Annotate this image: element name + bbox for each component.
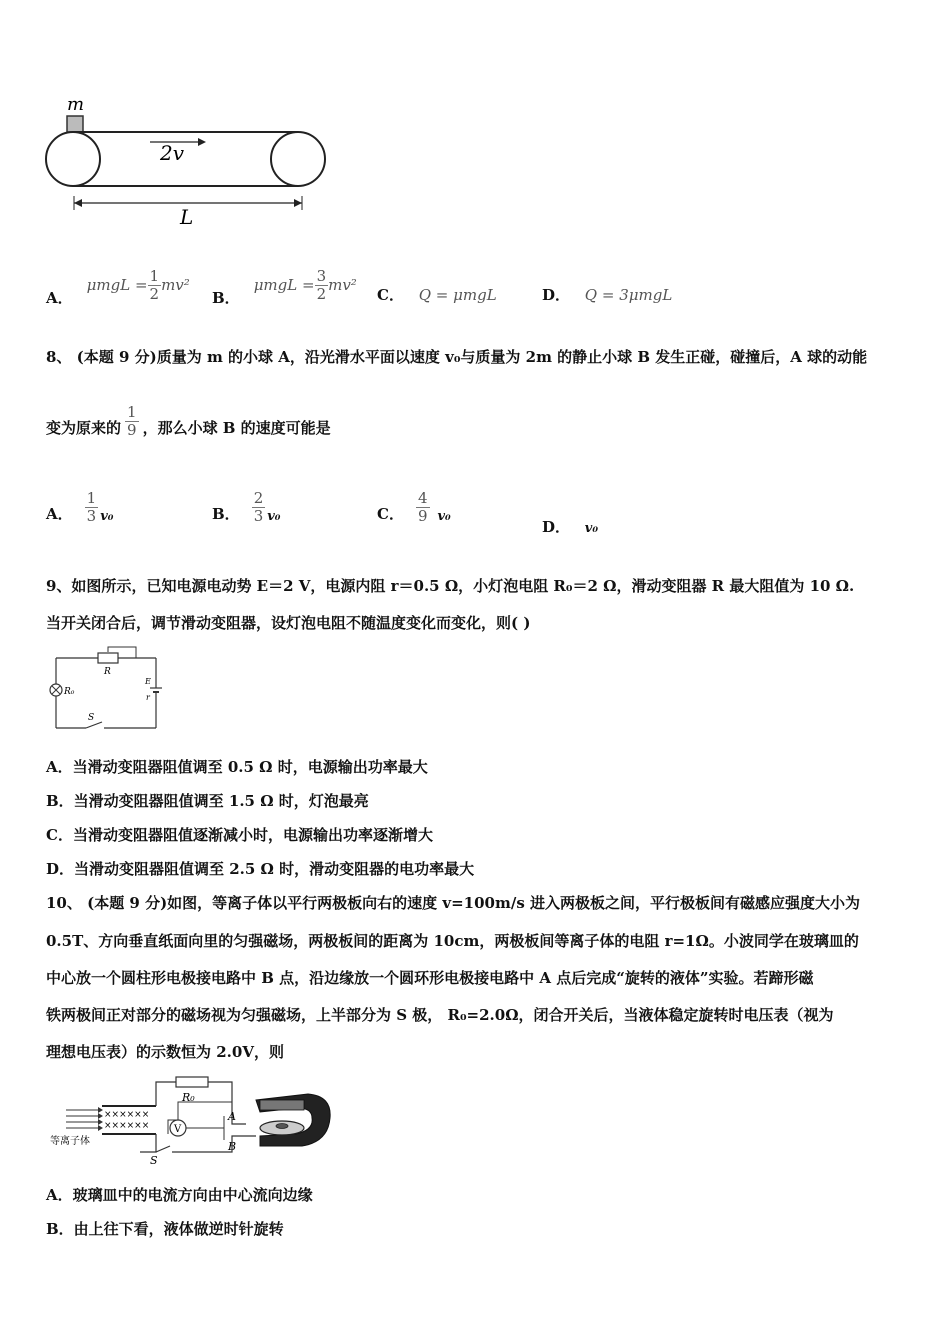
q7-option-a[interactable]: [46, 262, 190, 308]
voltmeter-label: V: [174, 1124, 182, 1135]
length-arrow-right: [294, 199, 302, 207]
plasma-arrowhead-4: [98, 1125, 103, 1131]
option-expr-rhs: mv²: [161, 276, 190, 294]
mass-label: m: [67, 94, 85, 115]
right-pulley: [271, 132, 325, 186]
plasma-label: 等离子体: [50, 1136, 90, 1147]
option-label: B．: [212, 505, 240, 523]
field-crosses-row2: ××××××: [104, 1121, 150, 1131]
resistor-r0: [176, 1077, 208, 1087]
fraction-denominator: 3: [86, 506, 97, 525]
option-fraction: [85, 490, 99, 524]
option-expr-rhs: mv²: [328, 276, 357, 294]
q7-option-c[interactable]: [377, 284, 497, 305]
option-fraction: [252, 490, 266, 524]
option-label: A．: [46, 505, 73, 523]
fraction-denominator: 9: [417, 506, 428, 525]
q10-option-a[interactable]: A．玻璃皿中的电流方向由中心流向边缘: [46, 1186, 313, 1204]
plasma-arrowhead-2: [98, 1113, 103, 1119]
option-expr: Q = 3μmgL: [584, 286, 673, 304]
q9-circuit-figure: [46, 644, 166, 734]
q8-option-a[interactable]: [46, 490, 113, 524]
option-var: v₀: [437, 509, 451, 524]
fraction-denominator: 2: [149, 284, 160, 303]
magnet-top-face: [260, 1100, 304, 1110]
q8-stem-prefix: 变为原来的: [46, 419, 122, 437]
switch-label: S: [88, 713, 95, 723]
option-fraction: [148, 268, 162, 302]
q7-option-d[interactable]: [542, 284, 672, 305]
fraction-denominator: 2: [316, 284, 327, 303]
switch-icon: [156, 1146, 170, 1152]
rheostat: [98, 653, 118, 663]
fraction-numerator: 4: [417, 489, 428, 507]
q8-stem-line2: [46, 404, 331, 438]
internal-r-label: r: [146, 693, 150, 702]
q9-option-a[interactable]: A．当滑动变阻器阻值调至 0.5 Ω 时，电源输出功率最大: [46, 758, 428, 776]
q10-stem-line2: 0.5T、方向垂直纸面向里的匀强磁场，两极板间的距离为 10cm，两极板间等离子体的电阻 r=1Ω。小波同学在玻璃皿的: [46, 932, 859, 950]
option-label: A．: [46, 289, 73, 307]
speed-label: 2v: [160, 141, 185, 165]
option-label: C．: [377, 505, 404, 523]
fraction-numerator: 2: [253, 489, 264, 507]
option-var: v₀: [267, 509, 281, 524]
point-a-label: A: [228, 1110, 236, 1123]
conveyor-belt-figure: [40, 92, 340, 232]
switch-label: S: [150, 1154, 158, 1164]
fraction-numerator: 3: [316, 267, 327, 285]
q8-option-c[interactable]: [377, 490, 451, 524]
q10-figure: [46, 1072, 336, 1164]
emf-label: E: [145, 677, 151, 686]
q9-option-d[interactable]: D．当滑动变阻器阻值调至 2.5 Ω 时，滑动变阻器的电功率最大: [46, 860, 475, 878]
option-var: v₀: [584, 521, 599, 536]
option-expr-lhs: μmgL =: [253, 276, 315, 294]
left-pulley: [46, 132, 100, 186]
q10-stem-line5: 理想电压表）的示数恒为 2.0V，则: [46, 1043, 284, 1061]
option-fraction: [416, 490, 430, 524]
point-b-label: B: [228, 1140, 237, 1153]
fraction-denominator: 9: [127, 420, 137, 439]
option-expr: Q = μmgL: [418, 286, 497, 304]
length-arrow-left: [74, 199, 82, 207]
block-m: [67, 116, 83, 132]
q10-stem-line3: 中心放一个圆柱形电极接电路中 B 点，沿边缘放一个圆环形电极接电路中 A 点后完成“旋转的液体”实验。若蹄形磁: [46, 969, 814, 987]
q8-option-d[interactable]: [542, 516, 598, 537]
option-label: D．: [542, 518, 571, 536]
wire-upper: [156, 1082, 176, 1106]
lamp-label: R₀: [64, 687, 75, 697]
center-electrode-icon: [276, 1124, 288, 1129]
q7-option-b[interactable]: [212, 262, 357, 308]
plasma-arrowhead-3: [98, 1119, 103, 1125]
fraction-numerator: 1: [86, 489, 97, 507]
option-expr-lhs: μmgL =: [86, 276, 148, 294]
q8-option-b[interactable]: [212, 490, 280, 524]
rheostat-label: R: [104, 667, 111, 677]
q9-stem-line1: 9、如图所示，已知电源电动势 E＝2 V，电源内阻 r＝0.5 Ω，小灯泡电阻 R₀＝2 Ω，滑动变阻器 R 最大阻值为 10 Ω.: [46, 577, 855, 595]
field-crosses-row1: ××××××: [104, 1110, 150, 1120]
option-var: v₀: [100, 509, 114, 524]
length-label: L: [180, 205, 194, 229]
q10-stem-line4: 铁两极间正对部分的磁场视为匀强磁场，上半部分为 S 极， R₀=2.0Ω，闭合开关后，当液体稳定旋转时电压表（视为: [46, 1006, 834, 1024]
q10-option-b[interactable]: B．由上往下看，液体做逆时针旋转: [46, 1220, 284, 1238]
option-fraction: [315, 268, 329, 302]
q9-option-b[interactable]: B．当滑动变阻器阻值调至 1.5 Ω 时，灯泡最亮: [46, 792, 369, 810]
wire-lower: [140, 1134, 156, 1152]
q8-stem-line1: 8、 (本题 9 分)质量为 m 的小球 A，沿光滑水平面以速度 v₀与质量为 2m 的静止小球 B 发生正碰，碰撞后，A 球的动能: [46, 348, 868, 366]
speed-arrow-head: [198, 138, 206, 146]
option-label: D．: [542, 286, 571, 304]
q9-option-c[interactable]: C．当滑动变阻器阻值逐渐减小时，电源输出功率逐渐增大: [46, 826, 433, 844]
wire-lower-right: [172, 1136, 256, 1152]
q8-stem-suffix: ，那么小球 B 的速度可能是: [142, 419, 331, 437]
fraction-numerator: 1: [127, 403, 137, 421]
q10-stem-line1: 10、 (本题 9 分)如图，等离子体以平行两极板向右的速度 v=100m/s 进入两极板之间，平行极板间有磁感应强度大小为: [46, 894, 861, 912]
option-label: B．: [212, 289, 240, 307]
q8-stem-fraction: [125, 404, 139, 438]
wire-upper-right: [208, 1082, 246, 1124]
plasma-arrowhead-1: [98, 1107, 103, 1113]
fraction-numerator: 1: [149, 267, 160, 285]
option-label: C．: [377, 286, 404, 304]
fraction-denominator: 3: [253, 506, 264, 525]
q9-stem-line2: 当开关闭合后，调节滑动变阻器，设灯泡电阻不随温度变化而变化，则( ): [46, 614, 531, 632]
r0-label: R₀: [182, 1091, 195, 1104]
